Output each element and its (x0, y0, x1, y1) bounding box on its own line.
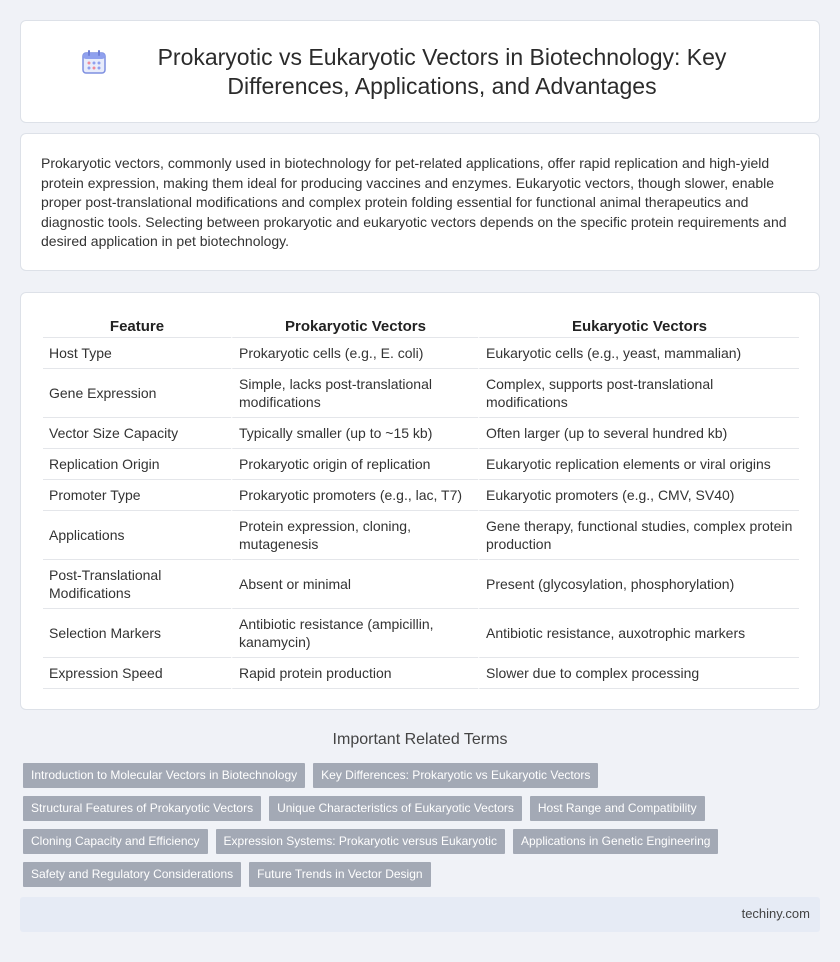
footer-bar (20, 897, 820, 932)
eukaryotic-cell: Often larger (up to several hundred kb) (478, 418, 799, 449)
related-term-tag[interactable]: Structural Features of Prokaryotic Vectors (23, 796, 261, 821)
comparison-table-card (20, 292, 820, 710)
feature-cell: Replication Origin (43, 449, 231, 480)
prokaryotic-cell: Absent or minimal (231, 560, 478, 609)
related-term-tag[interactable]: Applications in Genetic Engineering (513, 829, 718, 854)
intro-card (20, 133, 820, 271)
eukaryotic-cell: Gene therapy, functional studies, complex protein production (478, 511, 799, 560)
feature-cell: Vector Size Capacity (43, 418, 231, 449)
table-row (43, 480, 799, 511)
feature-cell: Gene Expression (43, 369, 231, 418)
eukaryotic-cell: Slower due to complex processing (478, 658, 799, 689)
related-term-tag[interactable]: Host Range and Compatibility (530, 796, 705, 821)
site-name[interactable]: techiny.com (741, 906, 810, 921)
table-row (43, 609, 799, 658)
column-header-prokaryotic: Prokaryotic Vectors (231, 314, 478, 338)
table-row (43, 338, 799, 369)
feature-cell: Expression Speed (43, 658, 231, 689)
prokaryotic-cell: Simple, lacks post-translational modifications (231, 369, 478, 418)
eukaryotic-cell: Complex, supports post-translational modifications (478, 369, 799, 418)
related-term-tag[interactable]: Safety and Regulatory Considerations (23, 862, 241, 887)
feature-cell: Post-Translational Modifications (43, 560, 231, 609)
eukaryotic-cell: Eukaryotic promoters (e.g., CMV, SV40) (478, 480, 799, 511)
intro-paragraph: Prokaryotic vectors, commonly used in biotechnology for pet-related applications, offer rapid replication and high-yield protein expression, making them ideal for producing vaccines and enzymes. Eukaryotic vectors, though slower, enable proper post-translational modifications and complex protein folding essential for functional animal therapeutics and diagnostic tools. Selecting between prokaryotic and eukaryotic vectors depends on the specific protein requirements and desired application in pet biotechnology. (41, 155, 787, 249)
eukaryotic-cell: Present (glycosylation, phosphorylation) (478, 560, 799, 609)
eukaryotic-cell: Eukaryotic cells (e.g., yeast, mammalian) (478, 338, 799, 369)
prokaryotic-cell: Prokaryotic origin of replication (231, 449, 478, 480)
feature-cell: Applications (43, 511, 231, 560)
prokaryotic-cell: Prokaryotic promoters (e.g., lac, T7) (231, 480, 478, 511)
table-row (43, 560, 799, 609)
table-row (43, 658, 799, 689)
prokaryotic-cell: Protein expression, cloning, mutagenesis (231, 511, 478, 560)
related-term-tag[interactable]: Cloning Capacity and Efficiency (23, 829, 208, 854)
comparison-table (43, 314, 799, 689)
feature-cell: Selection Markers (43, 609, 231, 658)
calendar-icon (81, 49, 107, 75)
feature-cell: Host Type (43, 338, 231, 369)
related-terms-heading: Important Related Terms (332, 731, 508, 748)
related-term-tag[interactable]: Future Trends in Vector Design (249, 862, 430, 887)
prokaryotic-cell: Prokaryotic cells (e.g., E. coli) (231, 338, 478, 369)
table-row (43, 449, 799, 480)
table-header-row (43, 314, 799, 338)
prokaryotic-cell: Rapid protein production (231, 658, 478, 689)
table-row (43, 418, 799, 449)
related-term-tag[interactable]: Expression Systems: Prokaryotic versus Eukaryotic (216, 829, 505, 854)
feature-cell: Promoter Type (43, 480, 231, 511)
prokaryotic-cell: Typically smaller (up to ~15 kb) (231, 418, 478, 449)
table-row (43, 511, 799, 560)
eukaryotic-cell: Eukaryotic replication elements or viral origins (478, 449, 799, 480)
title-card (20, 20, 820, 123)
related-term-tag[interactable]: Key Differences: Prokaryotic vs Eukaryotic Vectors (313, 763, 598, 788)
table-row (43, 369, 799, 418)
eukaryotic-cell: Antibiotic resistance, auxotrophic markers (478, 609, 799, 658)
column-header-feature: Feature (43, 314, 231, 338)
related-term-tag[interactable]: Unique Characteristics of Eukaryotic Vectors (269, 796, 522, 821)
column-header-eukaryotic: Eukaryotic Vectors (478, 314, 799, 338)
related-terms-list (23, 763, 823, 887)
related-term-tag[interactable]: Introduction to Molecular Vectors in Biotechnology (23, 763, 305, 788)
prokaryotic-cell: Antibiotic resistance (ampicillin, kanamycin) (231, 609, 478, 658)
page-title: Prokaryotic vs Eukaryotic Vectors in Biotechnology: Key Differences, Applications, and Advantages (157, 43, 727, 99)
